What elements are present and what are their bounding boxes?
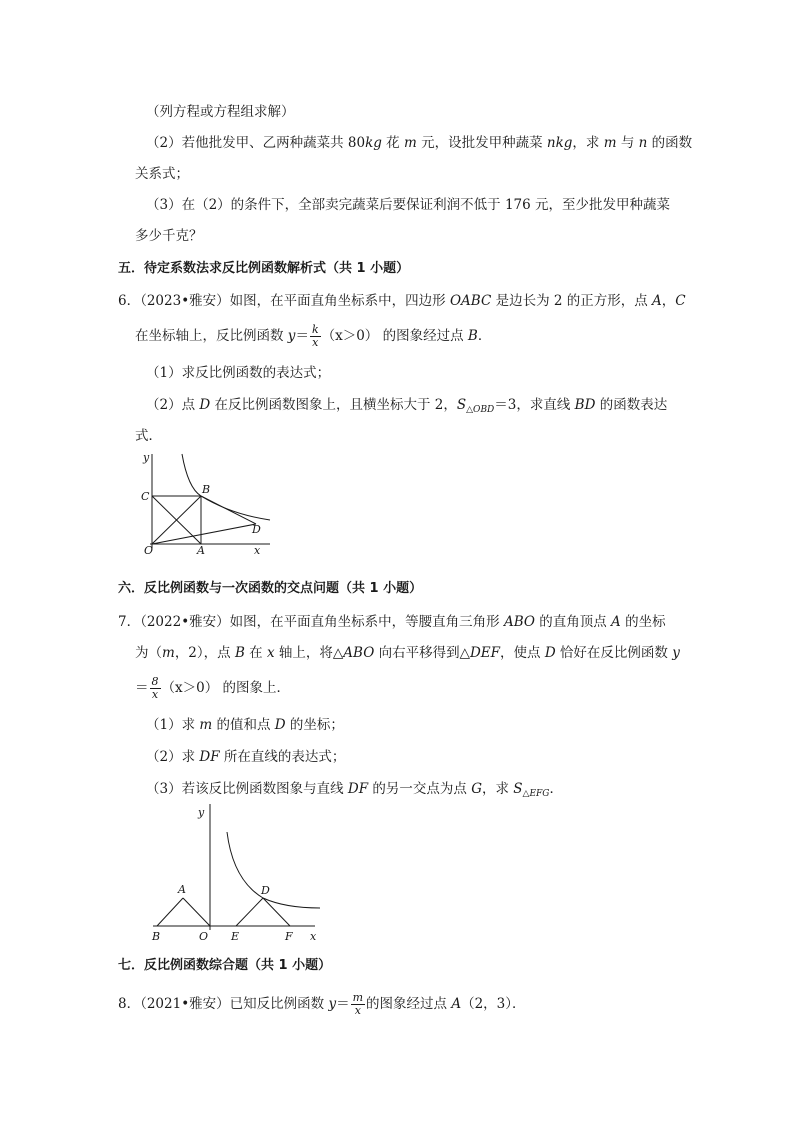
q5-part2-line2: 关系式；: [135, 166, 189, 182]
text: D: [544, 645, 556, 661]
text: 元，设批发甲种蔬菜: [416, 135, 547, 151]
label-e: E: [231, 930, 240, 943]
text: m: [603, 135, 617, 151]
text: ，2），点: [174, 645, 235, 661]
text: x: [266, 645, 275, 661]
label-o: O: [144, 544, 154, 557]
text: A: [611, 614, 621, 630]
text: D: [274, 717, 286, 733]
q8-line1: [118, 992, 526, 1017]
text: 为（: [135, 645, 162, 661]
section-heading-7: 七．反比例函数综合题（共 1 小题）: [118, 958, 332, 973]
label-y: y: [143, 451, 150, 464]
text: D: [199, 397, 211, 413]
numerator: 8: [151, 675, 159, 688]
text: m: [162, 645, 175, 661]
text: BD: [574, 397, 596, 413]
text: ＝: [295, 328, 309, 344]
hyperbola-curve: [227, 832, 320, 908]
text: S: [513, 781, 523, 797]
text: 的值和点: [212, 717, 275, 733]
label-a: A: [197, 544, 205, 557]
text: m: [403, 135, 417, 151]
text: 在反比例函数图象上，且横坐标大于 2，: [210, 397, 457, 413]
hyperbola-curve: [182, 454, 270, 520]
text: G: [471, 781, 482, 797]
text: B: [467, 328, 478, 344]
q5-part3-line1: （3）在（2）的条件下，全部卖完蔬菜后要保证利润不低于 176 元，至少批发甲种蔬菜: [146, 197, 671, 213]
text: ，求: [572, 135, 604, 151]
q7-part1: [146, 716, 344, 734]
label-x: x: [310, 930, 317, 943]
text: ，: [661, 293, 676, 309]
text: 所在直线的表达式；: [219, 749, 346, 765]
text: 的坐标: [620, 614, 666, 630]
segment-ba: [157, 898, 183, 926]
text: 的直角顶点: [534, 614, 612, 630]
denominator: x: [312, 336, 319, 349]
text: y: [328, 996, 337, 1012]
text: 是边长为 2 的正方形，点: [491, 293, 653, 309]
text: 的图象经过点: [378, 328, 468, 344]
text: （2）若他批发甲、乙两种蔬菜共 80: [146, 135, 366, 151]
text: （2）点: [146, 397, 200, 413]
text: 的图象经过点: [366, 996, 452, 1012]
text: 在: [244, 645, 267, 661]
label-d: D: [261, 884, 270, 897]
text: DEF: [469, 645, 501, 661]
text: 恰好在反比例函数: [555, 645, 673, 661]
text: S: [456, 397, 467, 413]
text: B: [234, 645, 245, 661]
fraction: [351, 992, 365, 1017]
q7-line1: [118, 613, 666, 631]
text: 7．（2022•雅安）如图，在平面直角坐标系中，等腰直角三角形: [118, 614, 504, 630]
figure-q7: [145, 800, 330, 950]
text: A: [652, 293, 662, 309]
text: DF: [199, 749, 220, 765]
q6-line2: [135, 324, 491, 349]
q5-lead: （列方程或方程组求解）: [146, 104, 295, 120]
text: （x＞0）: [321, 328, 379, 344]
text: 的图象上．: [218, 680, 290, 696]
segment-ed: [236, 898, 263, 926]
text: （1）求: [146, 717, 200, 733]
text: kg: [365, 135, 382, 151]
label-f: F: [285, 930, 293, 943]
text: kg: [555, 135, 573, 151]
numerator: m: [352, 991, 364, 1004]
denominator: x: [354, 1004, 361, 1017]
text: （x＞0）: [161, 680, 219, 696]
text: 6．（2023•雅安）如图，在平面直角坐标系中，四边形: [118, 293, 450, 309]
text: ＝3，求直线: [494, 397, 575, 413]
text: 的函数表达: [595, 397, 668, 413]
text: ．: [477, 328, 492, 344]
q7-part2: [146, 748, 345, 766]
q7-line3: [135, 676, 290, 701]
subscript: △OBD: [466, 405, 495, 415]
text: m: [199, 717, 213, 733]
label-d: D: [252, 523, 261, 536]
text: 花: [381, 135, 404, 151]
segment-od: [152, 524, 256, 544]
q6-part2-line2: 式．: [135, 428, 162, 444]
text: ＝: [135, 680, 149, 696]
text: y: [672, 645, 680, 661]
q5-part3-line2: 多少千克？: [135, 228, 203, 244]
figure-q6: [130, 450, 280, 560]
text: n: [638, 135, 648, 151]
text: ．: [549, 781, 563, 797]
text: ，求: [481, 781, 514, 797]
text: 轴上，将△: [274, 645, 344, 661]
q7-line2: [135, 644, 680, 662]
text: ABO: [343, 645, 375, 661]
label-o: O: [199, 930, 209, 943]
q6-part2-line1: [146, 396, 667, 419]
segment-df: [263, 898, 290, 926]
text: 的另一交点为点: [368, 781, 472, 797]
text: y: [287, 328, 296, 344]
label-x: x: [254, 544, 261, 557]
text: ABO: [503, 614, 535, 630]
q5-part2-line1: [146, 134, 692, 152]
segment-ao: [183, 898, 210, 926]
text: OABC: [449, 293, 492, 309]
text: 8．（2021•雅安）已知反比例函数: [118, 996, 329, 1012]
fraction: [150, 676, 161, 701]
denominator: x: [151, 688, 159, 701]
text: A: [451, 996, 462, 1012]
label-b: B: [152, 930, 161, 943]
label-a: A: [178, 883, 186, 896]
numerator: k: [311, 323, 319, 336]
text: ，使点: [500, 645, 545, 661]
text: 的函数: [647, 135, 693, 151]
fraction: [310, 324, 321, 349]
label-c: C: [141, 490, 150, 503]
text: n: [546, 135, 556, 151]
label-y: y: [198, 806, 205, 819]
text: （2，3）．: [461, 996, 526, 1012]
text: 的坐标；: [285, 717, 344, 733]
section-heading-5: 五．待定系数法求反比例函数解析式（共 1 小题）: [118, 261, 410, 276]
text: DF: [347, 781, 369, 797]
text: （3）若该反比例函数图象与直线: [146, 781, 348, 797]
q6-part1: （1）求反比例函数的表达式；: [146, 365, 331, 381]
q6-line1: [118, 292, 686, 310]
subscript: △EFG: [522, 789, 550, 799]
label-b: B: [202, 483, 211, 496]
text: 向右平移得到△: [374, 645, 470, 661]
text: 在坐标轴上，反比例函数: [135, 328, 288, 344]
text: 与: [616, 135, 639, 151]
text: ＝: [336, 996, 350, 1012]
text: （2）求: [146, 749, 200, 765]
section-heading-6: 六．反比例函数与一次函数的交点问题（共 1 小题）: [118, 581, 423, 596]
text: C: [675, 293, 686, 309]
